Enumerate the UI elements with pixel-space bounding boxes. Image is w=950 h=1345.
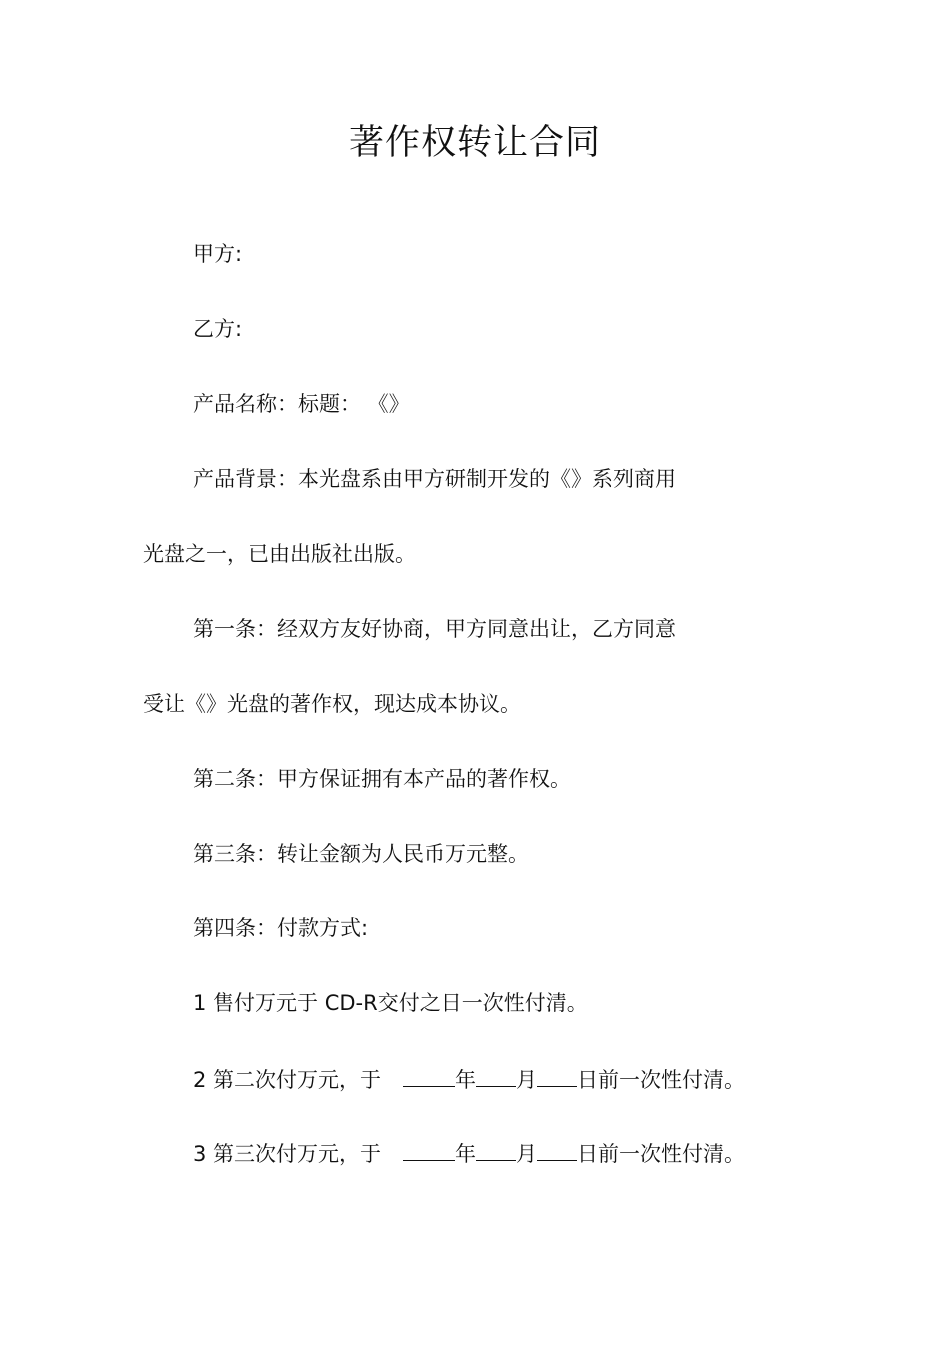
- payment-2-month-blank: [476, 1064, 516, 1087]
- article-3-line: 第三条：转让金额为人民币万元整。: [193, 842, 529, 866]
- product-background-line-1: 产品背景：本光盘系由甲方研制开发的《》系列商用: [193, 467, 676, 491]
- payment-2-suffix: 日前一次性付清。: [577, 1068, 746, 1092]
- article-4-line: 第四条：付款方式:: [193, 916, 369, 940]
- article-1-line-1: 第一条：经双方友好协商，甲方同意出让，乙方同意: [193, 617, 676, 641]
- document-title: 著作权转让合同: [348, 123, 601, 163]
- payment-2-line: [193, 1064, 745, 1095]
- payment-3-day-blank: [537, 1138, 577, 1161]
- party-a-line: 甲方:: [193, 242, 243, 266]
- article-1-line-2: 受让《》光盘的著作权，现达成本协议。: [143, 692, 521, 716]
- payment-3-year-blank: [403, 1138, 455, 1161]
- payment-2-month-label: 月: [516, 1068, 538, 1092]
- payment-2-year-label: 年: [455, 1068, 477, 1092]
- payment-2-day-blank: [537, 1064, 577, 1087]
- payment-3-line: [193, 1138, 745, 1169]
- payment-3-prefix: 3 第三次付万元，于: [193, 1142, 382, 1166]
- payment-1-line: 1 售付万元于 CD-R交付之日一次性付清。: [193, 991, 588, 1015]
- product-name-line: 产品名称：标题： 《》: [193, 392, 410, 416]
- payment-3-year-label: 年: [455, 1142, 477, 1166]
- payment-3-month-label: 月: [516, 1142, 538, 1166]
- payment-3-suffix: 日前一次性付清。: [577, 1142, 746, 1166]
- party-b-line: 乙方:: [193, 317, 243, 341]
- payment-2-year-blank: [403, 1064, 455, 1087]
- product-background-line-2: 光盘之一，已由出版社出版。: [143, 542, 416, 566]
- payment-2-prefix: 2 第二次付万元，于: [193, 1068, 382, 1092]
- payment-3-month-blank: [476, 1138, 516, 1161]
- article-2-line: 第二条：甲方保证拥有本产品的著作权。: [193, 767, 571, 791]
